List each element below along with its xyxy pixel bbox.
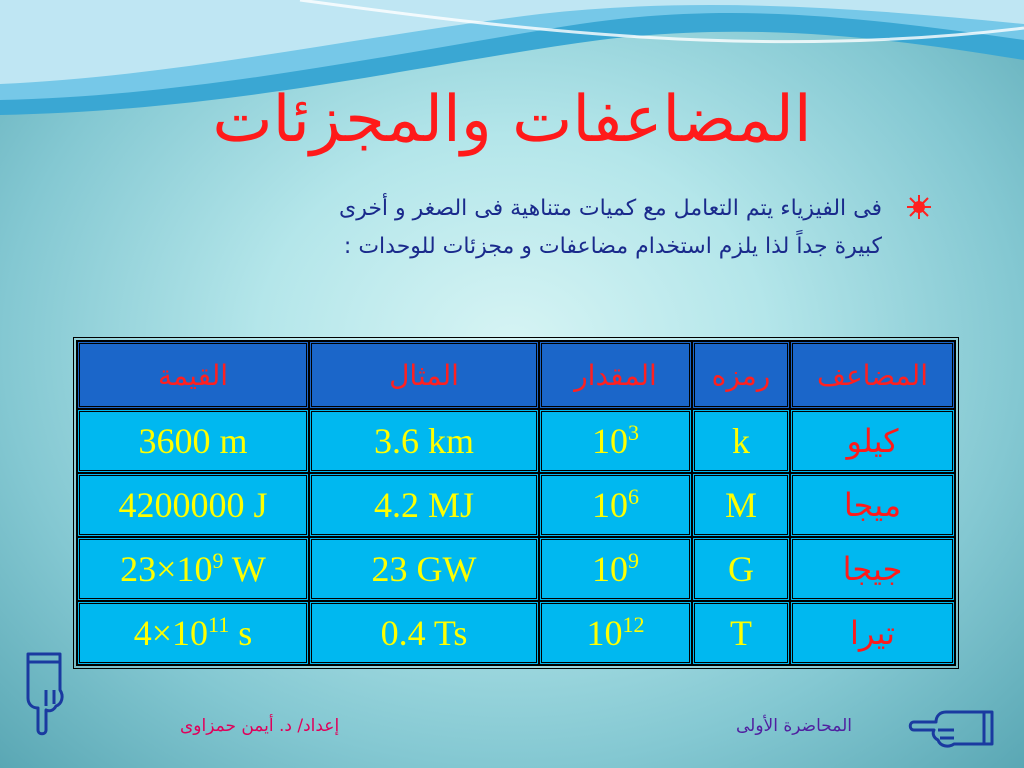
multiples-table — [73, 337, 959, 669]
table-row — [77, 537, 955, 601]
footer-author: إعداد/ د. أيمن حمزاوى — [180, 716, 340, 736]
bullet-line-2: كبيرة جداً لذا يلزم استخدام مضاعفات و مجزئات للوحدات : — [343, 234, 882, 259]
cell-symbol: k — [692, 409, 790, 473]
cell-multiple: تيرا — [790, 601, 955, 665]
table-row — [77, 473, 955, 537]
cell-symbol: G — [692, 537, 790, 601]
cell-magnitude: $10^3$ — [539, 409, 692, 473]
hand-pointing-down-icon[interactable] — [20, 650, 68, 736]
table-row — [77, 601, 955, 665]
cell-example: 3.6 km — [309, 409, 539, 473]
header-multiple: المضاعف — [790, 341, 955, 409]
slide-title: المضاعفات والمجزئات — [212, 83, 812, 157]
cell-magnitude: $10^{12}$ — [539, 601, 692, 665]
cell-value: 4200000 J — [77, 473, 309, 537]
header-symbol: رمزه — [692, 341, 790, 409]
bullet-line-1: فى الفيزياء يتم التعامل مع كميات متناهية فى الصغر و أخرى — [338, 196, 882, 221]
table-header-row — [77, 341, 955, 409]
cell-magnitude: $10^6$ — [539, 473, 692, 537]
bullet-paragraph — [150, 190, 940, 266]
hand-pointing-left-icon[interactable] — [904, 704, 996, 750]
header-magnitude: المقدار — [539, 341, 692, 409]
cell-multiple: ميجا — [790, 473, 955, 537]
table-row — [77, 409, 955, 473]
cell-value: 3600 m — [77, 409, 309, 473]
bullet-sun-icon — [906, 194, 932, 220]
cell-value: $4\times 10^{11}$ s — [77, 601, 309, 665]
header-example: المثال — [309, 341, 539, 409]
cell-value: $23\times 10^9$ W — [77, 537, 309, 601]
header-value: القيمة — [77, 341, 309, 409]
footer-lecture: المحاضرة الأولى — [736, 716, 852, 736]
cell-example: 4.2 MJ — [309, 473, 539, 537]
cell-multiple: جيجا — [790, 537, 955, 601]
cell-multiple: كيلو — [790, 409, 955, 473]
cell-example: 23 GW — [309, 537, 539, 601]
cell-magnitude: $10^9$ — [539, 537, 692, 601]
cell-example: 0.4 Ts — [309, 601, 539, 665]
cell-symbol: M — [692, 473, 790, 537]
cell-symbol: T — [692, 601, 790, 665]
